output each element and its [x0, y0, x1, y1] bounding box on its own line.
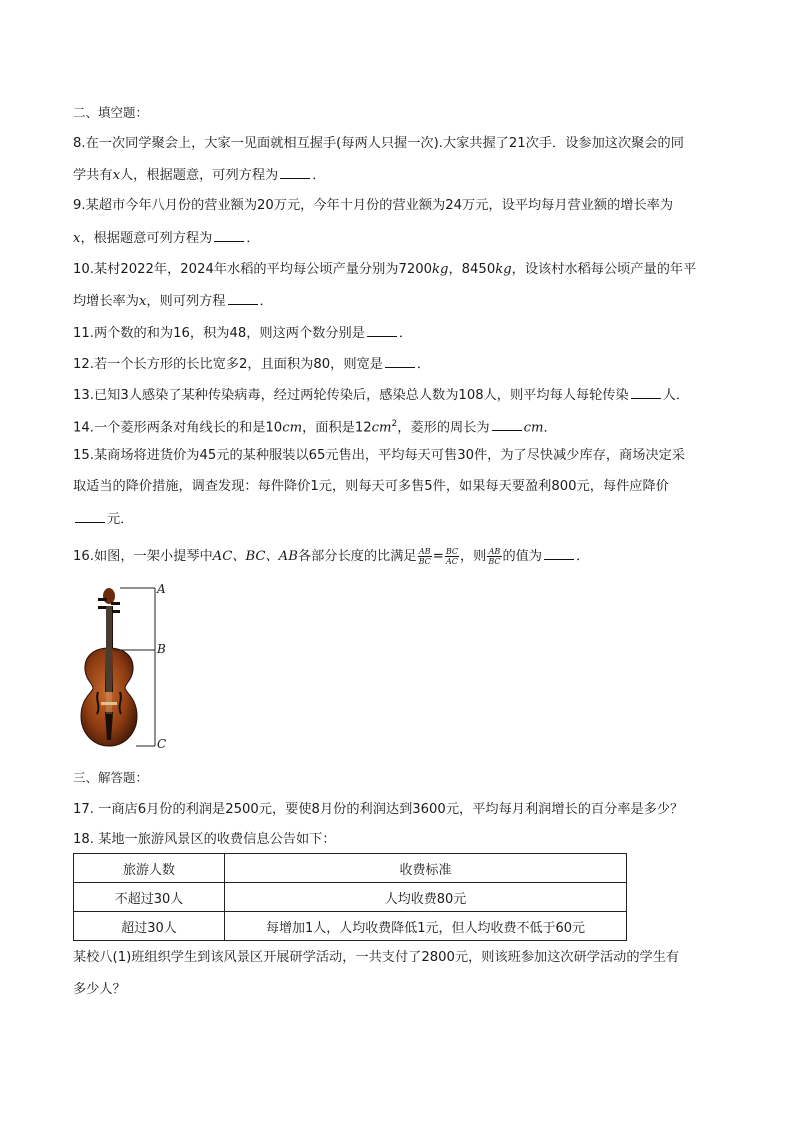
label-c: C [157, 737, 167, 751]
question-8-line-2: 学共有x人，根据题意，可列方程为 ． [73, 164, 325, 186]
table-header-row [74, 854, 627, 883]
question-18-intro: 18. 某地一旅游风景区的收费信息公告如下： [73, 832, 336, 847]
table-cell: 人均收费80元 [225, 883, 627, 912]
question-11: 11.两个数的和为16，积为48，则这两个数分别是 ． [73, 322, 412, 344]
answer-blank[interactable] [544, 545, 574, 560]
section-title-solve: 三、解答题： [73, 770, 149, 785]
table-header-cell: 旅游人数 [74, 854, 225, 883]
question-9-line-2: x，根据题意可列方程为 ． [73, 227, 260, 249]
answer-blank[interactable] [75, 508, 105, 523]
table-row [74, 912, 627, 941]
question-17: 17. 一商店6月份的利润是2500元，要使8月份的利润达到3600元，平均每月利润增长的百分率是多少？ [73, 802, 684, 817]
table-header-cell: 收费标准 [225, 854, 627, 883]
question-16: 16.如图，一架小提琴中AC、BC、AB各部分长度的比满足 $\frac{AB}{BC}$ = $\frac{BC}{AC}$ ，则 $\frac{AB}{BC}$ 的值为 ． [73, 546, 590, 566]
answer-blank[interactable] [631, 384, 661, 399]
fee-table [73, 853, 627, 941]
question-10-line-1: 10.某村2022年，2024年水稻的平均每公顷产量分别为7200kg，8450kg，设该村水稻每公顷产量的年平 [73, 262, 697, 277]
question-13: 13.已知3人感染了某种传染病毒，经过两轮传染后，感染总人数为108人，则平均每人每轮传染 人． [73, 384, 689, 406]
table-cell: 超过30人 [74, 912, 225, 941]
question-14: 14.一个菱形两条对角线长的和是10cm，面积是$12cm^2$，菱形的周长为 cm． [73, 414, 557, 438]
label-b: B [157, 642, 166, 656]
question-18-line-1: 某校八(1)班组织学生到该风景区开展研学活动，一共支付了2800元，则该班参加这次研学活动的学生有 [73, 950, 680, 965]
violin-image [76, 584, 186, 750]
answer-blank[interactable] [492, 416, 522, 431]
question-10-line-2: 均增长率为x，则可列方程 ． [73, 290, 273, 312]
answer-blank[interactable] [228, 290, 258, 305]
section-title-fill: 二、填空题： [73, 105, 149, 120]
violin-scroll [103, 588, 115, 604]
answer-blank[interactable] [385, 353, 415, 368]
question-15-line-1: 15.某商场将进货价为45元的某种服装以65元售出，平均每天可售30件，为了尽快减少库存，商场决定采 [73, 448, 685, 463]
violin-figure [76, 584, 186, 750]
question-15-line-3: 元． [73, 508, 133, 530]
table-cell: 不超过30人 [74, 883, 225, 912]
label-a: A [157, 582, 166, 596]
fraction-ab-bc-2: $\frac{AB}{BC}$ [488, 546, 501, 566]
question-18-line-2: 多少人？ [73, 982, 126, 997]
question-12: 12.若一个长方形的长比宽多2，且面积为80，则宽是 ． [73, 353, 430, 375]
fraction-ab-bc: $\frac{AB}{BC}$ [418, 546, 431, 566]
answer-blank[interactable] [280, 164, 310, 179]
answer-blank[interactable] [214, 227, 244, 242]
answer-blank[interactable] [367, 322, 397, 337]
table-cell: 每增加1人，人均收费降低1元，但人均收费不低于60元 [225, 912, 627, 941]
question-8-line-1: 8.在一次同学聚会上，大家一见面就相互握手(每两人只握一次).大家共握了21次手．设参加这次聚会的同 [73, 136, 684, 151]
question-15-line-2: 取适当的降价措施，调查发现：每件降价1元，则每天可多售5件，如果每天要盈利800元，每件应降价 [73, 479, 669, 494]
fraction-bc-ac: $\frac{BC}{AC}$ [445, 546, 458, 566]
table-row [74, 883, 627, 912]
question-9-line-1: 9.某超市今年八月份的营业额为20万元，今年十月份的营业额为24万元，设平均每月营业额的增长率为 [73, 198, 674, 213]
